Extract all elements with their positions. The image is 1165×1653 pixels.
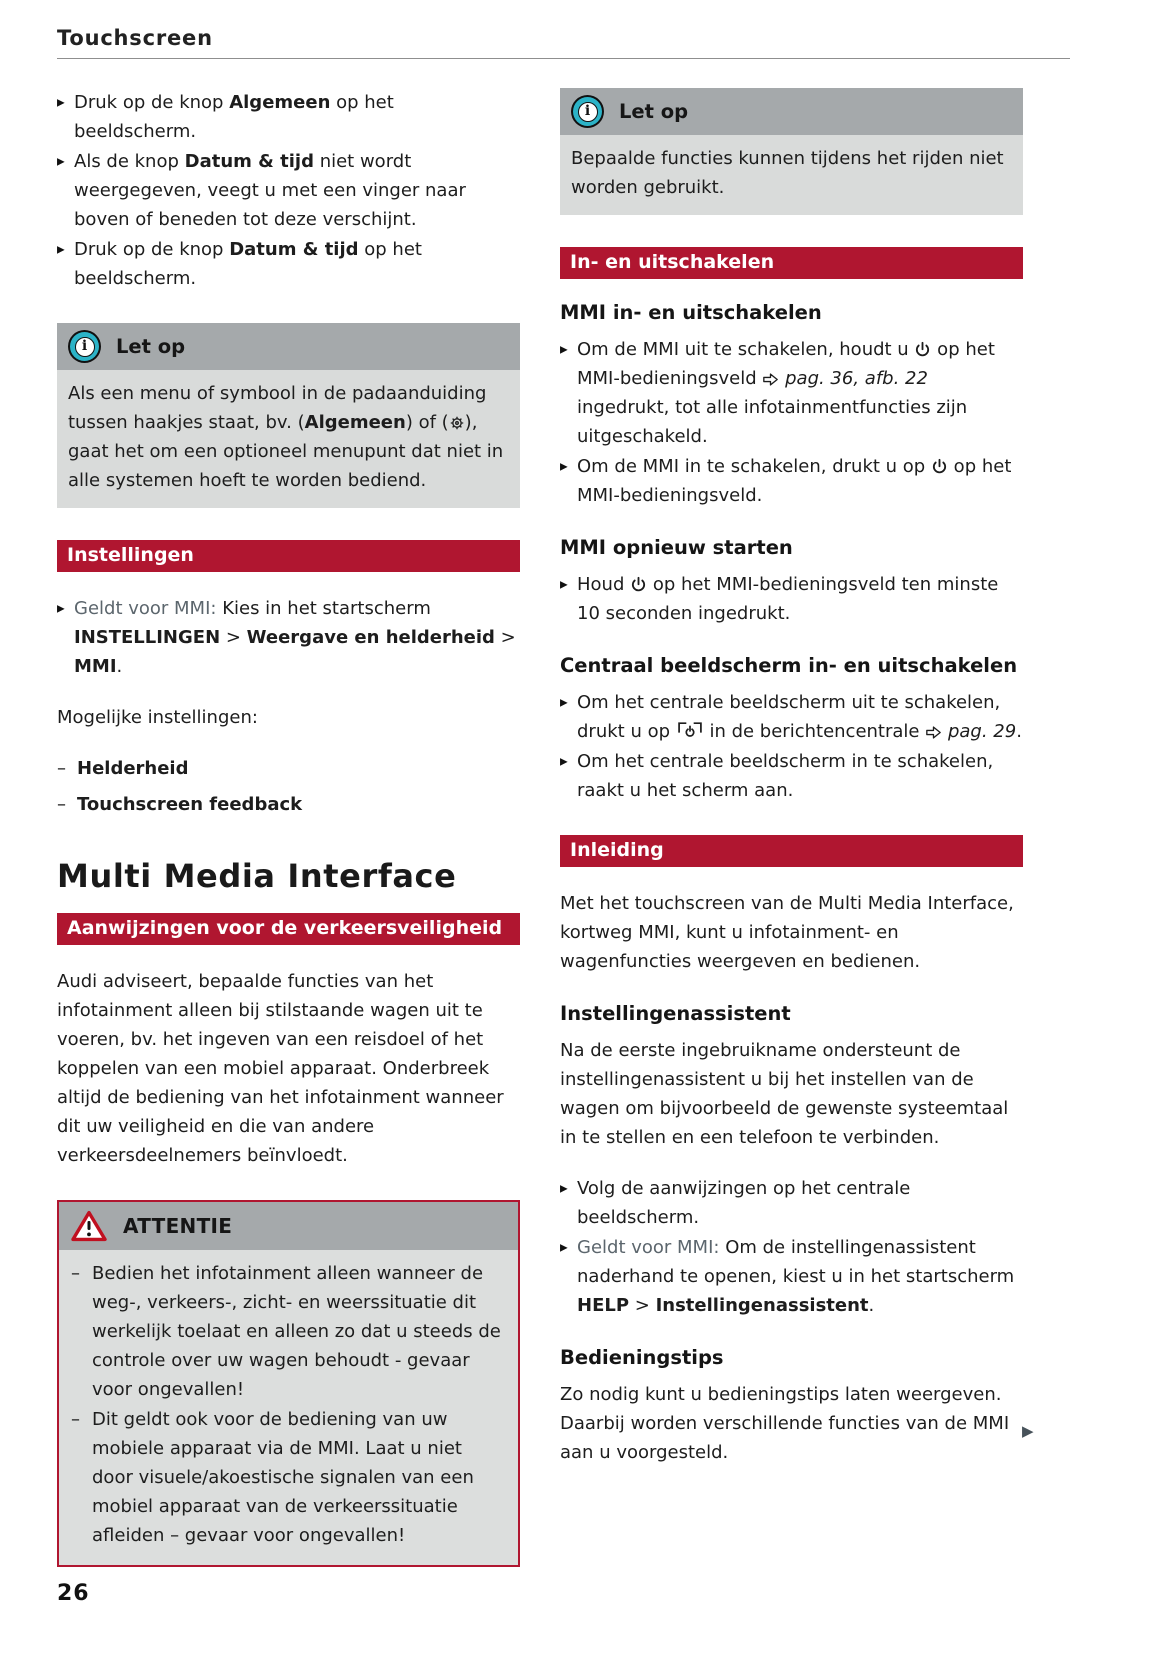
dash-bullet: – [57, 794, 66, 815]
dash-bullet: – [71, 1409, 80, 1430]
list-item: – Bedien het infotainment alleen wanneer de weg-, verkeers-, zicht- en weerssituatie dit werkelijk toelaat en alleen zo dat u steeds de controle over uw wagen behoudt - gevaar voor ongevallen! [71, 1259, 508, 1404]
page-number: 26 [57, 1581, 90, 1606]
gear-icon [449, 415, 465, 431]
list-item: – Dit geldt ook voor de bediening van uw mobiele apparaat via de MMI. Laat u niet door visuele/akoestische signalen van een mobiel apparaat van de verkeerssituatie afleiden – gevaar voor ongevallen! [71, 1405, 508, 1550]
triangle-bullet-icon: ▶ [560, 1183, 568, 1195]
section-banner-instellingen: Instellingen [57, 540, 520, 572]
list-item: ▶ Houd op het MMI-bedieningsveld ten minste 10 seconden ingedrukt. [560, 570, 1023, 628]
note-box [57, 323, 520, 508]
triangle-bullet-icon: ▶ [57, 156, 65, 168]
page-title: Touchscreen [57, 26, 213, 50]
list-item: ▶ Geldt voor MMI: Om de instellingenassistent naderhand te openen, kiest u in het startscherm HELP > Instellingenassistent. [560, 1233, 1023, 1320]
note-box-title: Let op [116, 335, 186, 358]
ref-arrow-icon [762, 372, 779, 387]
screen-power-icon [676, 720, 704, 740]
paragraph: Audi adviseert, bepaalde functies van het infotainment alleen bij stilstaande wagen uit te voeren, bv. het ingeven van een reisdoel of het koppelen van een mobiel apparaat. Onderbreek altijd de bediening van het infotainment wanneer dit uw veiligheid en die van andere verkeersdeelnemers beïnvloedt. [57, 971, 504, 1166]
list-item: ▶ Als de knop Datum & tijd niet wordt weergegeven, veegt u met een vinger naar boven of beneden tot deze verschijnt. [57, 147, 520, 234]
triangle-bullet-icon: ▶ [560, 697, 568, 709]
note-box-body: Als een menu of symbool in de padaanduiding tussen haakjes staat, bv. (Algemeen) of ( ), gaat het om een optioneel menupunt dat niet in alle systemen hoeft te worden bediend. [57, 370, 520, 508]
paragraph: Na de eerste ingebruikname ondersteunt de instellingenassistent u bij het instellen van de wagen om bijvoorbeeld de gewenste systeemtaal in te stellen en een telefoon te verbinden. [560, 1040, 1009, 1148]
list-item: ▶ Druk op de knop Algemeen op het beeldscherm. [57, 88, 520, 146]
list-item: ▶ Om het centrale beeldscherm uit te schakelen, drukt u op in de berichtencentrale pag. 29. [560, 688, 1023, 746]
triangle-bullet-icon: ▶ [560, 756, 568, 768]
power-icon [931, 458, 948, 475]
warning-box-body [59, 1250, 518, 1565]
list-item: – Helderheid [57, 754, 520, 783]
note-box-header [57, 323, 520, 370]
power-icon [630, 576, 647, 593]
section-banner-aanwijzingen: Aanwijzingen voor de verkeersveiligheid [57, 913, 520, 945]
subheading: MMI opnieuw starten [560, 536, 793, 559]
note-box-title: Let op [619, 100, 689, 123]
power-icon [914, 341, 931, 358]
note-box-header [560, 88, 1023, 135]
list-item: ▶ Om het centrale beeldscherm in te schakelen, raakt u het scherm aan. [560, 747, 1023, 805]
subheading: Centraal beeldscherm in- en uitschakelen [560, 654, 1018, 677]
list-item: ▶ Druk op de knop Datum & tijd op het beeldscherm. [57, 235, 520, 293]
left-column [57, 88, 520, 1567]
paragraph: Met het touchscreen van de Multi Media Interface, kortweg MMI, kunt u infotainment- en wagenfuncties weergeven en bedienen. [560, 893, 1014, 972]
chapter-title: Multi Media Interface [57, 857, 457, 895]
list-item: – Touchscreen feedback [57, 790, 520, 819]
paragraph: Zo nodig kunt u bedieningstips laten weergeven. Daarbij worden verschillende functies van de MMI aan u voorgesteld. [560, 1384, 1010, 1463]
warning-box [57, 1200, 520, 1567]
ref-arrow-icon [925, 725, 942, 740]
subheading: Instellingenassistent [560, 1002, 791, 1025]
triangle-bullet-icon: ▶ [57, 244, 65, 256]
paragraph: Mogelijke instellingen: [57, 707, 258, 728]
info-icon: i [68, 330, 101, 363]
title-rule [57, 58, 1070, 59]
triangle-bullet-icon: ▶ [57, 97, 65, 109]
subheading: MMI in- en uitschakelen [560, 301, 822, 324]
warning-triangle-icon [71, 1210, 107, 1242]
list-item: ▶ Om de MMI in te schakelen, drukt u op op het MMI-bedieningsveld. [560, 452, 1023, 510]
note-box [560, 88, 1023, 215]
subheading: Bedieningstips [560, 1346, 724, 1369]
list-item: ▶ Om de MMI uit te schakelen, houdt u op het MMI-bedieningsveld pag. 36, afb. 22 ingedrukt, tot alle infotainmentfuncties zijn uitgeschakeld. [560, 335, 1023, 451]
list-item: ▶ Geldt voor MMI: Kies in het startscherm INSTELLINGEN > Weergave en helderheid > MMI. [57, 594, 520, 681]
intro-bullet-list [57, 88, 520, 293]
continuation-arrow-icon: ▶ [1022, 1422, 1034, 1440]
warning-box-title: ATTENTIE [123, 1214, 233, 1238]
section-banner-inleiding: Inleiding [560, 835, 1023, 867]
triangle-bullet-icon: ▶ [560, 461, 568, 473]
info-icon: i [571, 95, 604, 128]
list-item: ▶ Volg de aanwijzingen op het centrale beeldscherm. [560, 1174, 1023, 1232]
dash-bullet: – [57, 758, 66, 779]
triangle-bullet-icon: ▶ [560, 579, 568, 591]
section-banner-inuitschakelen: In- en uitschakelen [560, 247, 1023, 279]
right-column [560, 88, 1023, 1567]
triangle-bullet-icon: ▶ [57, 603, 65, 615]
triangle-bullet-icon: ▶ [560, 344, 568, 356]
warning-box-header [59, 1202, 518, 1250]
triangle-bullet-icon: ▶ [560, 1242, 568, 1254]
note-box-body: Bepaalde functies kunnen tijdens het rijden niet worden gebruikt. [560, 135, 1023, 215]
dash-bullet: – [71, 1263, 80, 1284]
